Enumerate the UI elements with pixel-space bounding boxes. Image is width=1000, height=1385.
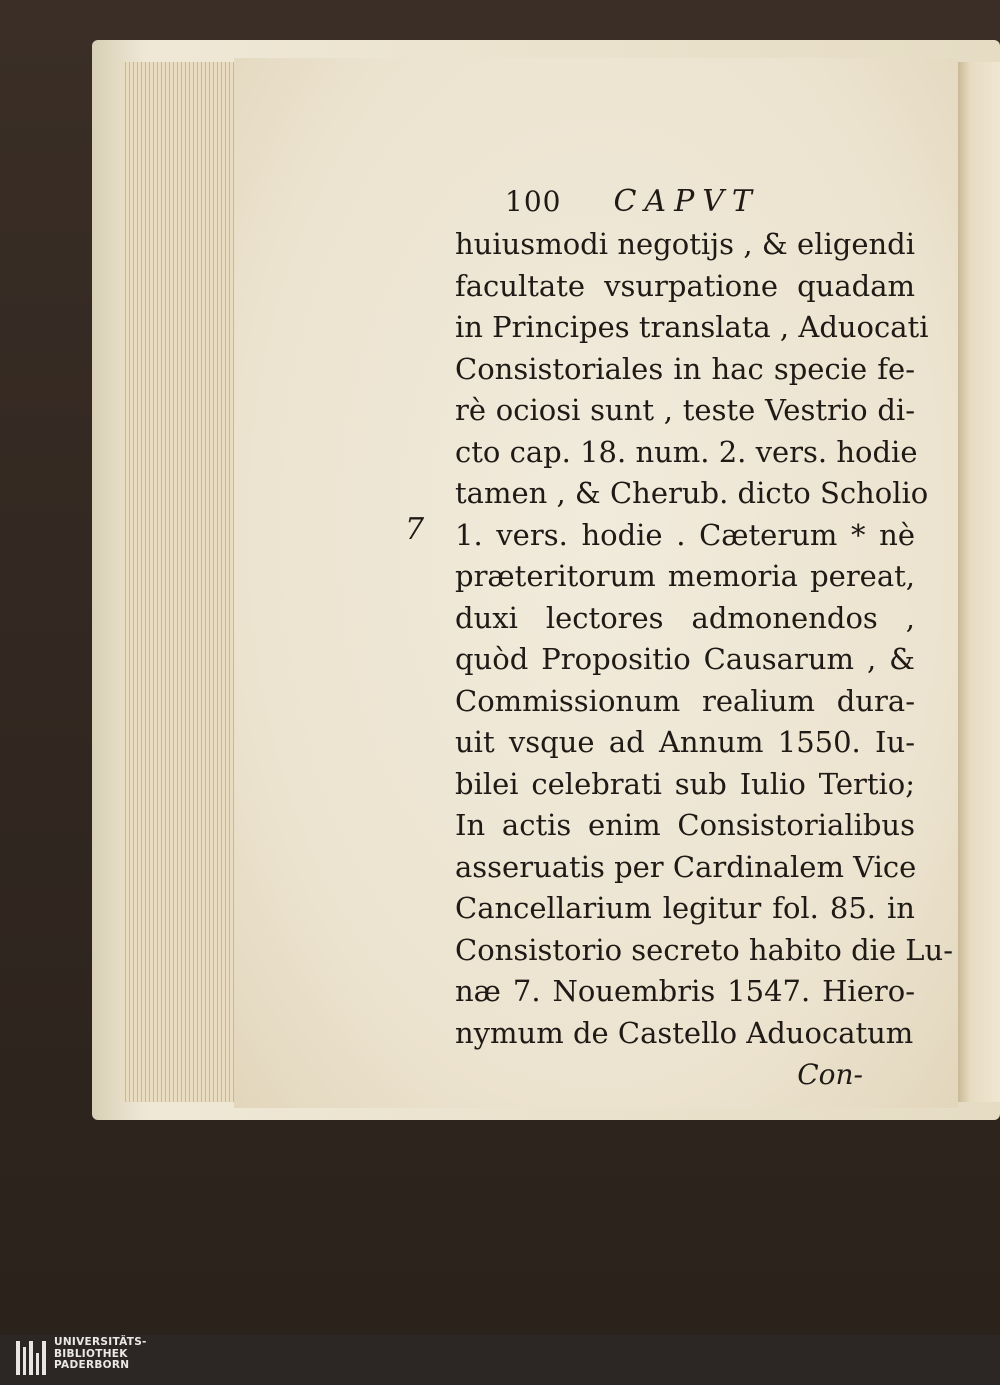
text-line: quòd Propositio Causarum , & — [455, 642, 915, 676]
text-line: næ 7. Nouembris 1547. Hiero- — [455, 974, 915, 1008]
text-line: Consistorio secreto habito die Lu- — [455, 932, 954, 967]
text-line: nymum de Castello Aduocatum — [455, 1015, 914, 1050]
text-line: bilei celebrati sub Iulio Tertio; — [455, 766, 915, 801]
text-line: Consistoriales in hac specie fe- — [455, 351, 915, 386]
text-line: duxi lectores admonendos , — [455, 600, 915, 635]
logo-line-1: UNIVERSITÄTS- — [54, 1336, 147, 1348]
text-block — [455, 184, 954, 1096]
page-header — [455, 184, 915, 224]
library-logo-icon — [16, 1339, 46, 1375]
running-head: CAPVT — [613, 184, 760, 219]
text-line: facultate vsurpatione quadam — [455, 268, 915, 303]
text-line: 1. vers. hodie . Cæterum * nè — [455, 517, 915, 552]
facing-page-edge — [958, 62, 1000, 1102]
margin-note: 7 — [405, 512, 425, 547]
logo-line-2: BIBLIOTHEK — [54, 1347, 128, 1360]
text-line: cto cap. 18. num. 2. vers. hodie — [455, 434, 918, 469]
text-line: uit vsque ad Annum 1550. Iu- — [455, 725, 915, 759]
page-number: 100 — [505, 185, 562, 218]
text-line: præteritorum memoria pereat, — [455, 559, 915, 593]
footer-bar — [0, 1335, 1000, 1385]
text-line: in Principes translata , Aduocati — [455, 310, 929, 344]
text-line: asseruatis per Cardinalem Vice — [455, 849, 917, 884]
catchword: Con- — [797, 1058, 863, 1091]
text-line: In actis enim Consistorialibus — [455, 808, 915, 842]
logo-line-3: PADERBORN — [54, 1359, 130, 1371]
library-logo-text — [54, 1337, 147, 1372]
text-line: rè ociosi sunt , teste Vestrio di- — [455, 393, 915, 427]
text-line: tamen , & Cherub. dicto Scholio — [455, 476, 929, 510]
text-line: Commissionum realium dura- — [455, 683, 915, 718]
text-line: huiusmodi negotijs , & eligendi — [455, 227, 915, 261]
text-line: Cancellarium legitur fol. 85. in — [455, 891, 915, 925]
page-edges — [122, 62, 236, 1102]
